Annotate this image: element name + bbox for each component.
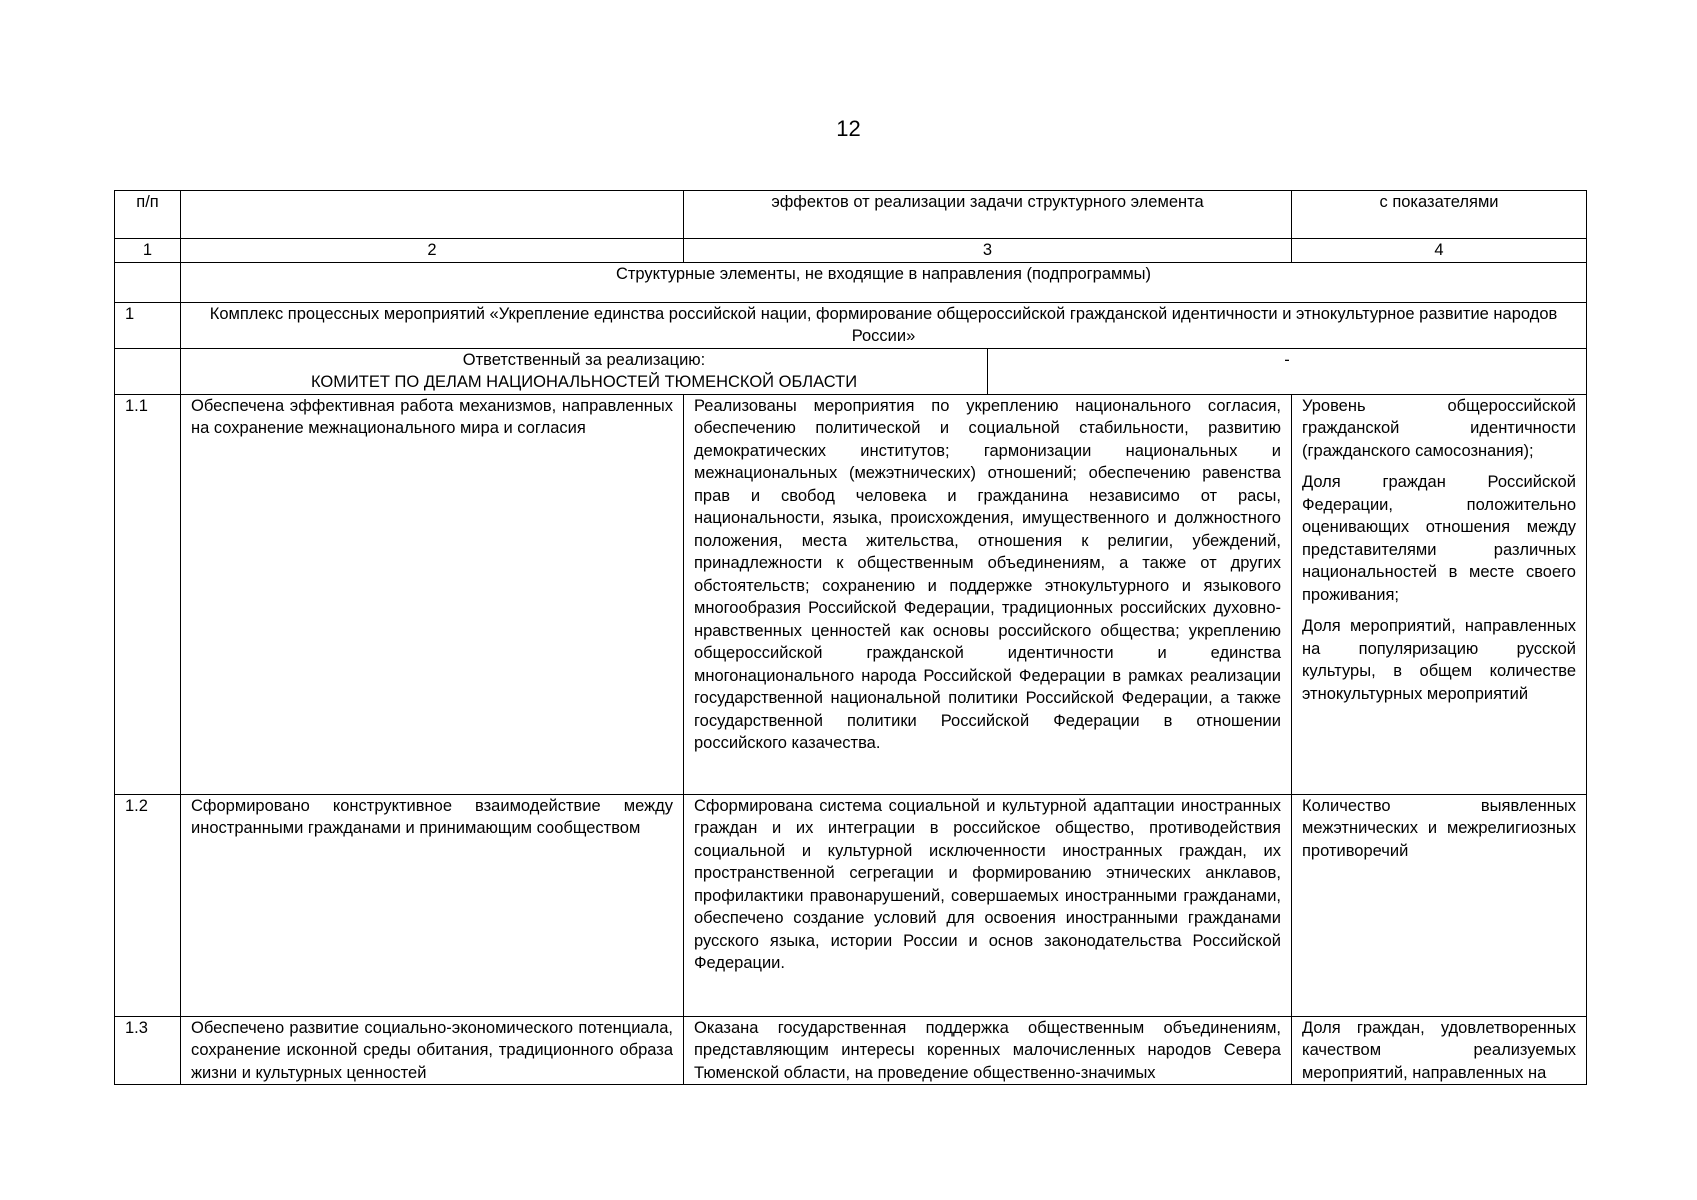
row-num: 1.1 bbox=[115, 394, 181, 794]
row-task: Сформировано конструктивное взаимодействие между иностранными гражданами и принимающим сообществом bbox=[181, 794, 684, 1016]
column-number: 2 bbox=[181, 239, 684, 263]
indicator-item: Доля мероприятий, направленных на популяризацию русской культуры, в общем количестве этнокультурных мероприятий bbox=[1302, 617, 1576, 703]
responsible-value: - bbox=[1284, 350, 1290, 369]
table-row bbox=[115, 1016, 1587, 1084]
responsible-label-cell bbox=[181, 349, 988, 394]
responsible-org: КОМИТЕТ ПО ДЕЛАМ НАЦИОНАЛЬНОСТЕЙ ТЮМЕНСКОЙ ОБЛАСТИ bbox=[310, 373, 858, 391]
row-indicators bbox=[1292, 394, 1587, 794]
responsible-split bbox=[181, 349, 1586, 394]
column-number: 1 bbox=[115, 239, 181, 263]
responsible-row bbox=[115, 348, 1587, 394]
indicator-item: Доля граждан Российской Федерации, положительно оценивающих отношения между представителями различных национальностей в месте своего проживания; bbox=[1302, 473, 1576, 604]
page-number: 12 bbox=[836, 116, 861, 141]
header-cell-indicators: с показателями bbox=[1292, 191, 1587, 239]
header-cell-effects: эффектов от реализации задачи структурного элемента bbox=[684, 191, 1292, 239]
section-title: Структурные элементы, не входящие в направления (подпрограммы) bbox=[181, 262, 1587, 302]
complex-row bbox=[115, 302, 1587, 348]
row-indicators bbox=[1292, 794, 1587, 1016]
header-cell-task bbox=[181, 191, 684, 239]
complex-title: Комплекс процессных мероприятий «Укрепление единства российской нации, формирование общероссийской гражданской идентичности и этнокультурное развитие народов России» bbox=[181, 302, 1587, 348]
table-header-row bbox=[115, 191, 1587, 239]
row-indicators: Доля граждан, удовлетворенных качеством реализуемых мероприятий, направленных на bbox=[1302, 1018, 1576, 1082]
row-num: 1.2 bbox=[115, 794, 181, 1016]
row-effects: Реализованы мероприятия по укреплению национального согласия, обеспечению политической и социальной стабильности, развитию демократических институтов; гармонизации национальных и межнациональных (межэтнических) отношений; обеспечению равенства прав и свобод человека и гражданина независимо от расы, национальности, языка, происхождения, имущественного и должностного положения, места жительства, отношения к религии, убеждений, принадлежности к общественным объединениям, а также от других обстоятельств; сохранению и поддержке этнокультурного и языкового многообразия Российской Федерации, традиционных российских духовно-нравственных ценностей как основы российского общества; укреплению общероссийской гражданской идентичности и единства многонационального народа Российской Федерации в рамках реализации государственной национальной политики Российской Федерации, а также государственной политики Российской Федерации в отношении российского казачества. bbox=[684, 394, 1292, 794]
indicator-item: Уровень общероссийской гражданской идентичности (гражданского самосознания); bbox=[1302, 396, 1576, 460]
row-effects: Сформирована система социальной и культурной адаптации иностранных граждан и их интеграции в российское общество, противодействия социальной и культурной исключенности иностранных граждан, их пространственной сегрегации и формированию этнических анклавов, профилактики правонарушений, совершаемых иностранными гражданами, обеспечено создание условий для освоения иностранными гражданами русского языка, истории России и основ законодательства Российской Федерации. bbox=[684, 794, 1292, 1016]
column-number: 3 bbox=[684, 239, 1292, 263]
responsible-num-cell bbox=[115, 348, 181, 394]
table-row bbox=[115, 794, 1587, 1016]
responsible-label: Ответственный за реализацию: bbox=[462, 350, 706, 369]
section-num-cell bbox=[115, 262, 181, 302]
structural-elements-table bbox=[114, 190, 1587, 1085]
header-cell-num: п/п bbox=[115, 191, 181, 239]
row-effects: Оказана государственная поддержка общественным объединениям, представляющим интересы коренных малочисленных народов Севера Тюменской области, на проведение общественно-значимых bbox=[694, 1018, 1281, 1082]
column-number: 4 bbox=[1292, 239, 1587, 263]
column-numbers-row bbox=[115, 239, 1587, 263]
section-row bbox=[115, 262, 1587, 302]
row-task: Обеспечено развитие социально-экономического потенциала, сохранение исконной среды обитания, традиционного образа жизни и культурных ценностей bbox=[191, 1018, 673, 1082]
row-task: Обеспечена эффективная работа механизмов, направленных на сохранение межнационального мира и согласия bbox=[181, 394, 684, 794]
indicator-item: Количество выявленных межэтнических и межрелигиозных противоречий bbox=[1302, 796, 1576, 860]
row-num: 1.3 bbox=[115, 1016, 181, 1084]
complex-num: 1 bbox=[115, 302, 181, 348]
table-row bbox=[115, 394, 1587, 794]
